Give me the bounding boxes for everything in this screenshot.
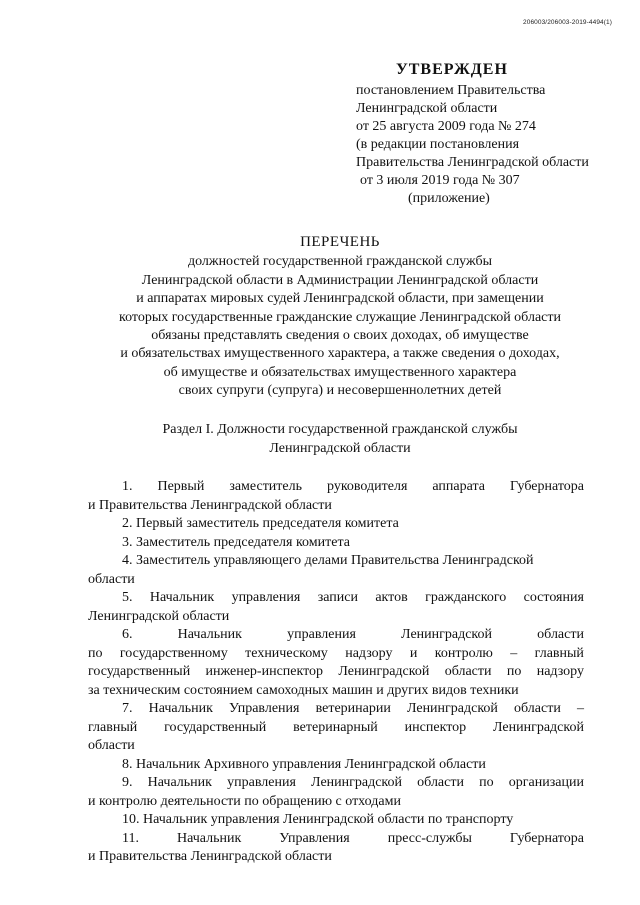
list-item-line: Ленинградской области: [88, 608, 230, 624]
list-item-word: –: [576, 701, 584, 716]
list-item: [88, 534, 584, 553]
list-item-word: надзору: [536, 664, 584, 679]
list-item-word: контролю: [434, 645, 493, 661]
list-item-word: Начальник: [148, 701, 213, 716]
list-item-line: [88, 626, 584, 645]
list-item-line: области: [88, 738, 135, 753]
list-item-word: Начальник: [149, 590, 215, 605]
list-item-word: государственный: [164, 719, 267, 735]
list-item-word: пресс-службы: [387, 830, 472, 846]
approval-line: постановлением Правительства: [356, 83, 546, 98]
list-item-word: Первый: [157, 479, 205, 494]
list-item-word: Начальник: [177, 627, 242, 642]
list-item-word: государственному: [119, 645, 228, 661]
list-item-word: и: [409, 645, 418, 661]
list-item-line: [88, 663, 584, 682]
list-item-word: аппарата: [432, 479, 485, 494]
list-item-word: –: [510, 645, 518, 661]
list-item-line: [88, 589, 584, 608]
list-item-word: управления: [287, 627, 356, 642]
list-item-word: управления: [227, 775, 296, 790]
approval-line: (приложение): [408, 191, 490, 206]
list-item-word: Ленинградской: [311, 775, 403, 790]
list-item: [88, 756, 584, 775]
list-heading-line: которых государственные гражданские служащие Ленинградской области: [119, 309, 561, 325]
list-item-word: Управления: [279, 830, 350, 846]
list-item-word: актов: [375, 590, 408, 605]
list-item-word: области: [444, 664, 492, 679]
list-item-word: ветеринарный: [293, 719, 378, 735]
list-item-word: надзору: [345, 645, 393, 661]
list-heading-line: обязаны представлять сведения о своих доходах, об имуществе: [151, 328, 529, 344]
list-item-word: Ленинградской: [406, 701, 498, 716]
list-item-line: [88, 719, 584, 738]
document-id-stamp: 206003/206003-2019-4494(1): [523, 19, 612, 26]
list-heading-line: своих супруги (супруга) и несовершеннолетних детей: [178, 383, 502, 399]
list-item-word: Управления: [229, 701, 300, 716]
list-item-word: записи: [317, 590, 358, 605]
list-item-line: и Правительства Ленинградской области: [88, 497, 332, 513]
list-heading-line: и обязательствах имущественного характера, а также сведения о доходах,: [120, 346, 560, 362]
list-item: [88, 626, 584, 700]
list-heading: [80, 233, 600, 401]
list-item-line: за техническим состоянием самоходных машин и других видов техники: [88, 682, 519, 698]
list-item-word: заместитель: [229, 479, 303, 494]
list-item-line: и Правительства Ленинградской области: [88, 849, 332, 864]
list-item-word: 11.: [122, 830, 139, 846]
list-item: [88, 774, 584, 811]
list-item-line: [88, 830, 584, 849]
list-item-word: гражданского: [425, 590, 507, 605]
list-item-word: Начальник: [147, 775, 212, 790]
section-heading: [80, 420, 600, 458]
list-item-word: Губернатора: [509, 830, 584, 846]
approval-title: УТВЕРЖДЕН: [396, 61, 508, 78]
list-item-line: и контролю деятельности по обращению с отходами: [88, 793, 401, 809]
list-heading-line: Ленинградской области в Администрации Ленинградской области: [141, 272, 539, 288]
list-heading-line: об имуществе и обязательствах имущественного характера: [163, 364, 517, 380]
list-item-word: по: [88, 645, 103, 661]
list-item: [88, 515, 584, 534]
list-item: [88, 478, 584, 515]
list-item-word: области: [417, 775, 464, 790]
list-title: ПЕРЕЧЕНЬ: [300, 234, 380, 250]
list-item-word: Губернатора: [509, 479, 584, 494]
approval-line: (в редакции постановления: [356, 137, 520, 152]
list-item-word: 5.: [122, 590, 133, 605]
list-item-word: Ленинградской: [338, 664, 430, 679]
list-item-word: области: [514, 701, 561, 716]
list-item-word: техническому: [245, 645, 328, 661]
list-item-line: [88, 700, 584, 719]
list-item-word: Начальник: [176, 830, 242, 846]
list-item-word: по: [479, 775, 494, 790]
list-item-line: [88, 645, 584, 664]
list-item: [88, 552, 584, 589]
list-item-word: Ленинградской: [401, 627, 493, 642]
list-item-word: ветеринарии: [315, 701, 391, 716]
list-item-word: инспектор: [404, 719, 467, 735]
list-item-word: организации: [508, 775, 584, 790]
list-item-word: области: [537, 627, 584, 642]
list-item-line: 3. Заместитель председателя комитета: [122, 534, 350, 550]
list-item-word: государственный: [88, 664, 191, 679]
list-item-line: 2. Первый заместитель председателя комитета: [122, 516, 399, 531]
list-item-line: области: [88, 571, 135, 587]
list-item-line: 4. Заместитель управляющего делами Правительства Ленинградской: [122, 553, 534, 568]
list-item-word: состояния: [523, 590, 584, 605]
list-item-line: [88, 774, 584, 793]
list-item-word: по: [506, 664, 522, 679]
list-item: [88, 811, 584, 830]
list-heading-line: должностей государственной гражданской службы: [187, 254, 493, 270]
list-item-word: 9.: [122, 775, 133, 790]
approval-line: от 25 августа 2009 года № 274: [356, 119, 536, 134]
list-item-word: главный: [534, 645, 584, 661]
list-item-line: 10. Начальник управления Ленинградской области по транспорту: [122, 812, 514, 827]
list-item-line: [88, 478, 584, 497]
list-item-word: Ленинградской: [493, 719, 584, 735]
approval-line: Ленинградской области: [356, 101, 498, 116]
list-item: [88, 700, 584, 756]
list-item-word: главный: [88, 719, 138, 735]
position-list: [88, 478, 584, 867]
approval-line: Правительства Ленинградской области: [356, 155, 589, 170]
section-heading-line: Раздел I. Должности государственной гражданской службы: [162, 422, 518, 437]
list-item-line: 8. Начальник Архивного управления Ленинградской области: [122, 756, 486, 772]
list-item-word: управления: [231, 590, 301, 605]
list-item-word: 6.: [122, 627, 133, 642]
list-item-word: 7.: [122, 701, 133, 716]
list-item-word: инженер-инспектор: [205, 664, 324, 679]
list-item-word: 1.: [122, 479, 133, 494]
list-item-word: руководителя: [327, 479, 408, 494]
list-item: [88, 589, 584, 626]
approval-line: от 3 июля 2019 года № 307: [360, 173, 520, 188]
list-item: [88, 830, 584, 867]
list-heading-line: и аппаратах мировых судей Ленинградской области, при замещении: [136, 291, 544, 307]
approval-block: [356, 60, 626, 208]
section-heading-line: Ленинградской области: [269, 441, 411, 456]
